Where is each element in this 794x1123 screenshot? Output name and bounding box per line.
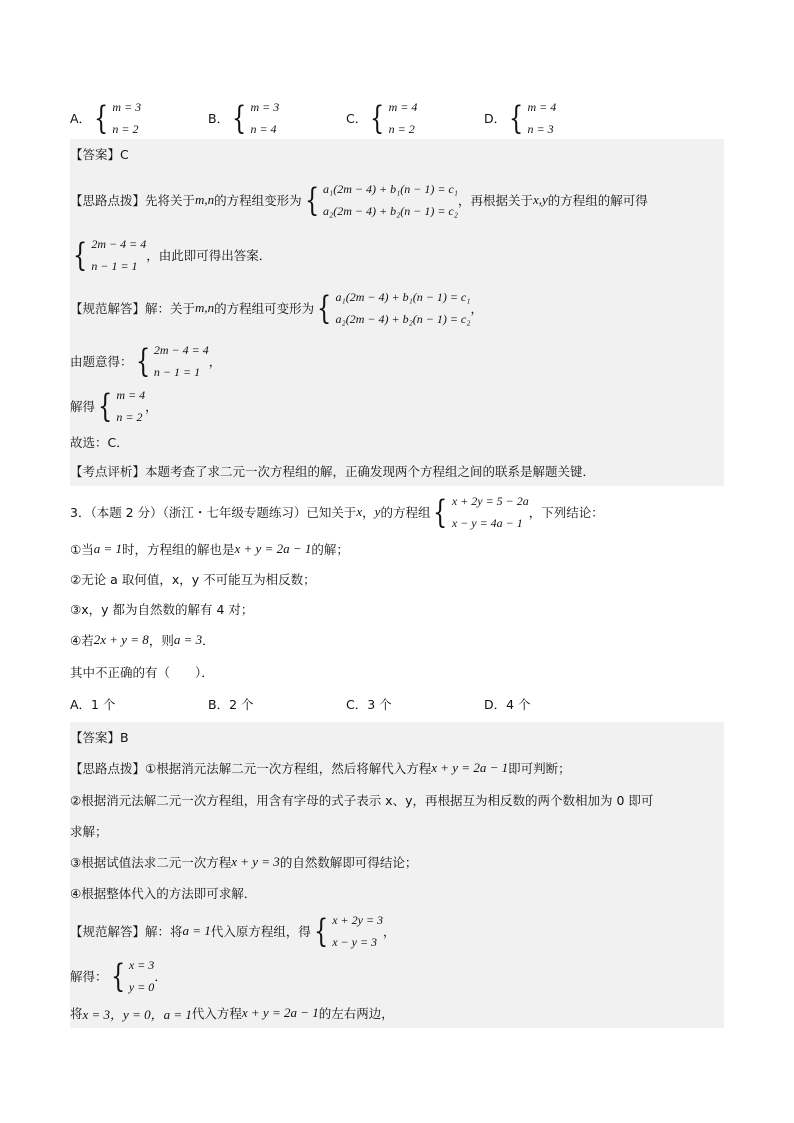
q3-statement-3: ③x，y 都为自然数的解有 4 对； xyxy=(70,602,254,617)
equation-system: { a₁(2m − 4) + b₁(n − 1) = c₁ a₂(2m − 4) + b₂(n − 1) = c₂ xyxy=(317,289,471,327)
q2-review: 【考点评析】 本题考查了求二元一次方程组的解，正确发现两个方程组之间的联系是解题关键． xyxy=(70,456,724,486)
eq-row: m = 3 xyxy=(112,100,142,114)
eq-row: m = 3 xyxy=(250,100,280,114)
brace: { xyxy=(94,99,109,137)
eq-row: n = 4 xyxy=(250,122,277,136)
section-tag: 【思路点拨】 xyxy=(70,193,146,208)
brace: { xyxy=(509,99,524,137)
q3-statement-4: ④若 2x + y = 8 ，则 a = 3 ． xyxy=(70,632,215,648)
q3-option-c: C．3 个 xyxy=(346,697,392,712)
q2-given: 由题意得： { 2m − 4 = 4 n − 1 = 1 ， xyxy=(70,338,724,384)
option-a xyxy=(70,96,141,140)
section-tag: 【考点评析】 xyxy=(70,464,146,479)
q3-hint-2-cont: 求解； xyxy=(70,816,724,846)
eq-row: m = 4 xyxy=(527,100,557,114)
q3-hint-2: ②根据消元法解二元一次方程组，用含有字母的式子表示 x、y，再根据互为相反数的两个数相加为 0 即可 xyxy=(70,784,724,816)
option-letter: D． xyxy=(484,111,507,126)
equation-system: { x + 2y = 5 − 2a x − y = 4a − 1 xyxy=(433,493,529,531)
q3-hint-4: ④根据整体代入的方法即可求解． xyxy=(70,878,724,908)
q3-ask: 其中不正确的有（ ）． xyxy=(70,665,214,680)
equation-system: { 2m − 4 = 4 n − 1 = 1 xyxy=(135,342,209,380)
q3-stem: 3．（本题 2 分）（浙江・七年级专题练习）已知关于 x ， y 的方程组 { x + 2y = 5 − 2a x − y = 4a − 1 ，下列结论： xyxy=(70,490,724,534)
q3-solution-1: 【规范解答】 解：将 a = 1 代入原方程组，得 { x + 2y = 3 x − y = 3 ， xyxy=(70,908,724,954)
q3-option-a: A．1 个 xyxy=(70,697,116,712)
eq-row: n = 2 xyxy=(388,122,415,136)
q3-hint-1: 【思路点拨】 ①根据消元法解二元一次方程组，然后将解代入方程 x + y = 2a − 1 即可判断； xyxy=(70,752,724,784)
option-letter: C． xyxy=(346,111,368,126)
q3-result: 解得： { x = 3 y = 0 ． xyxy=(70,954,724,998)
equation-system: { m = 4 n = 2 xyxy=(98,387,146,425)
option-c xyxy=(346,96,417,140)
q3-substitute: 将 x = 3，y = 0，a = 1 代入方程 x + y = 2a − 1 的左右两边， xyxy=(70,998,724,1028)
option-letter: A． xyxy=(70,111,92,126)
q3-option-d: D．4 个 xyxy=(484,697,531,712)
section-tag: 【思路点拨】 xyxy=(70,761,146,776)
eq-row: n = 3 xyxy=(527,122,554,136)
q2-hint-line2: { 2m − 4 = 4 n − 1 = 1 ，由此即可得出答案． xyxy=(70,232,724,278)
option-letter: B． xyxy=(208,111,230,126)
brace: { xyxy=(232,99,247,137)
q2-solution-line1: 【规范解答】 解：关于 m,n 的方程组可变形为 { a₁(2m − 4) + b₁(n − 1) = c₁ a₂(2m − 4) + b₂(n − 1) = c₂ ， xyxy=(70,278,724,338)
section-tag: 【规范解答】 xyxy=(70,924,146,939)
eq-row: n = 2 xyxy=(112,122,139,136)
q2-answer: 【答案】C xyxy=(70,139,724,168)
option-b xyxy=(208,96,279,140)
eq-row: m = 4 xyxy=(388,100,418,114)
equation-system: { a₁(2m − 4) + b₁(n − 1) = c₁ a₂(2m − 4) + b₂(n − 1) = c₂ xyxy=(304,181,458,219)
equation-system: { x = 3 y = 0 xyxy=(110,957,155,995)
equation-system: { 2m − 4 = 4 n − 1 = 1 xyxy=(73,236,147,274)
q3-statement-2: ②无论 a 取何值，x，y 不可能互为相反数； xyxy=(70,572,316,587)
q2-solve: 解得 { m = 4 n = 2 ， xyxy=(70,384,724,428)
q3-option-b: B．2 个 xyxy=(208,697,254,712)
section-tag: 【规范解答】 xyxy=(70,301,146,316)
q2-choose: 故选：C． xyxy=(70,428,724,456)
q2-hint-line1: 【思路点拨】 先将关于 m,n 的方程组变形为 { a₁(2m − 4) + b₁(n − 1) = c₁ a₂(2m − 4) + b₂(n − 1) = c₂ ，再根据关于 x,y 的方程组的解可得 xyxy=(70,168,724,232)
option-d xyxy=(484,96,556,140)
q3-statement-1: ①当 a = 1 时，方程组的解也是 x + y = 2a − 1 的解； xyxy=(70,541,349,557)
q3-answer: 【答案】B xyxy=(70,722,724,752)
equation-system: { x + 2y = 3 x − y = 3 xyxy=(313,912,384,950)
q3-hint-3: ③根据试值法求二元一次方程 x + y = 3 的自然数解即可得结论； xyxy=(70,846,724,878)
brace: { xyxy=(370,99,385,137)
